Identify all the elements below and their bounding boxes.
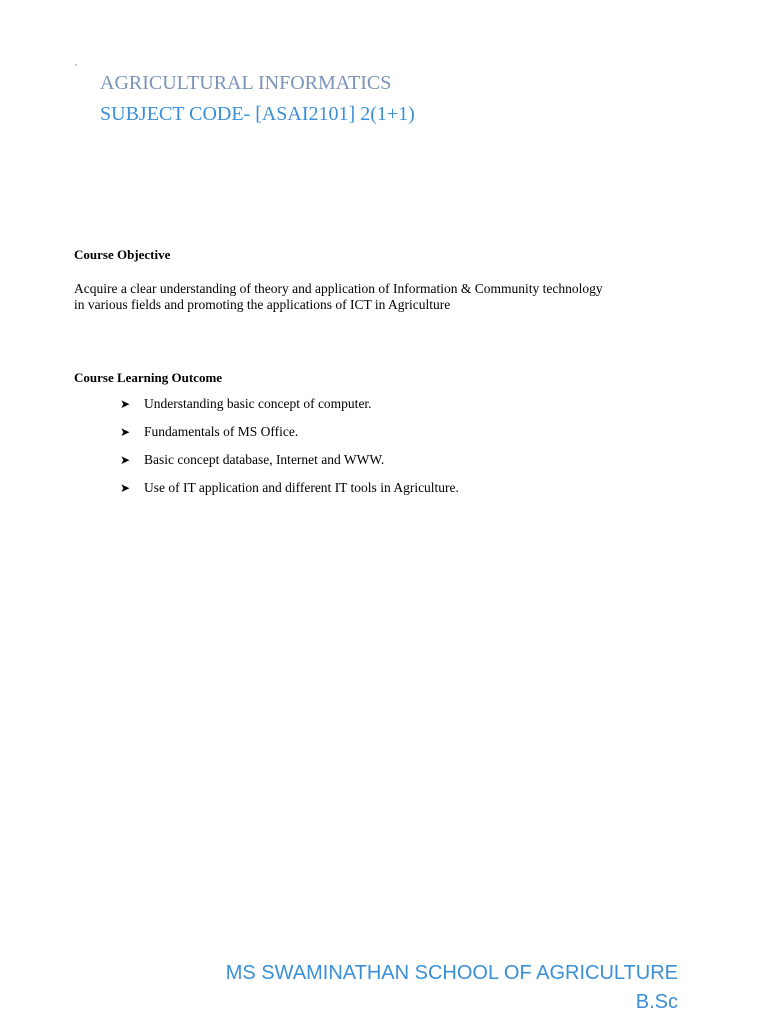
list-item-text: Basic concept database, Internet and WWW. xyxy=(144,452,385,467)
objective-line: Acquire a clear understanding of theory and application of Information & Community technology xyxy=(74,281,603,296)
list-item-text: Use of IT application and different IT tools in Agriculture. xyxy=(144,480,459,495)
list-item-text: Fundamentals of MS Office. xyxy=(144,424,299,439)
outcome-list xyxy=(120,396,459,508)
list-item-text: Understanding basic concept of computer. xyxy=(144,396,372,411)
list-item xyxy=(120,452,459,480)
outcome-heading: Course Learning Outcome xyxy=(74,370,223,385)
stray-mark xyxy=(75,64,77,66)
list-item xyxy=(120,424,459,452)
arrow-bullet-icon: ➤ xyxy=(120,481,131,495)
objective-heading: Course Objective xyxy=(74,247,171,262)
arrow-bullet-icon: ➤ xyxy=(120,425,131,439)
arrow-bullet-icon: ➤ xyxy=(120,453,131,467)
footer-school-name: MS SWAMINATHAN SCHOOL OF AGRICULTURE xyxy=(225,962,678,984)
subject-code: SUBJECT CODE- [ASAI2101] 2(1+1) xyxy=(100,103,415,125)
course-title: AGRICULTURAL INFORMATICS xyxy=(100,72,392,94)
list-item xyxy=(120,396,459,424)
objective-line: in various fields and promoting the applications of ICT in Agriculture xyxy=(74,297,451,312)
arrow-bullet-icon: ➤ xyxy=(120,397,131,411)
footer-degree: B.Sc xyxy=(635,991,678,1013)
objective-paragraph xyxy=(74,281,714,313)
list-item xyxy=(120,480,459,508)
